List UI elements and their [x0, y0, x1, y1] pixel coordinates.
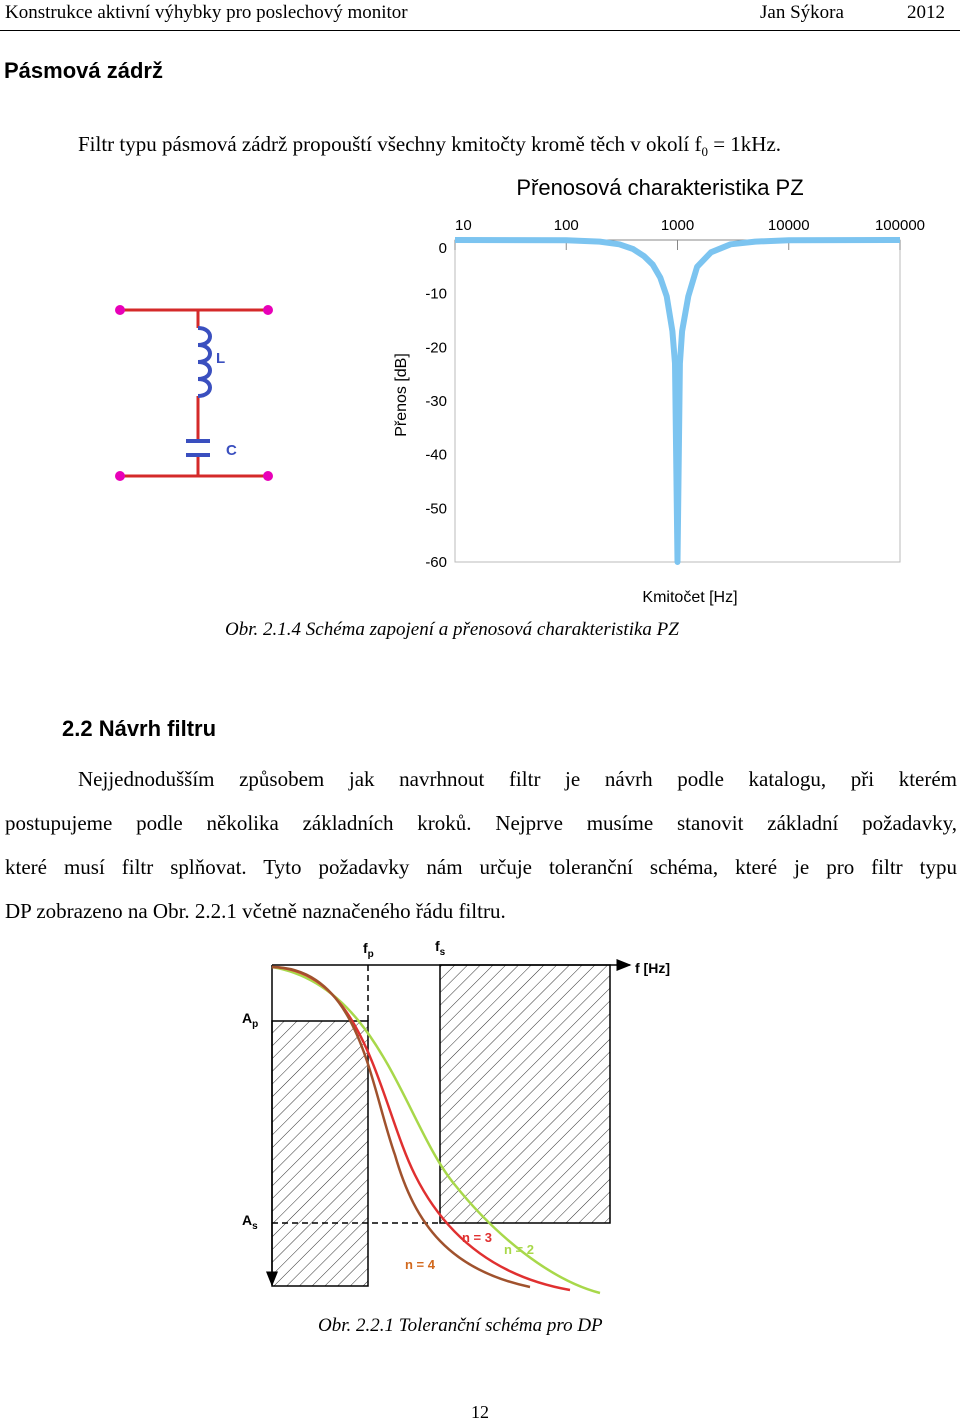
capacitor-icon [186, 441, 210, 455]
chart1-title: Přenosová charakteristika PZ [516, 175, 804, 200]
chart1-series-line [455, 240, 900, 562]
chart1-x-ticks [455, 217, 925, 250]
fs-subscript: s [439, 947, 446, 958]
figure2-caption: Obr. 2.2.1 Toleranční schéma pro DP [318, 1315, 603, 1336]
chart1-y-tick-label: -60 [425, 554, 447, 571]
legend-n2: n = 2 [504, 1242, 534, 1257]
chart1-x-axis-label: Kmitočet [Hz] [642, 589, 738, 606]
ap-label [242, 1010, 258, 1030]
header-year: 2012 [907, 2, 945, 23]
chart1-x-tick-label: 100000 [874, 217, 926, 234]
terminal-icon [263, 471, 273, 481]
transfer-characteristic-chart [380, 170, 926, 610]
schematic-wires [120, 310, 268, 476]
terminal-icon [115, 305, 125, 315]
section-heading-pasmova-zadrz: Pásmová zádrž [4, 58, 163, 83]
chart1-x-tick-label: 10000 [767, 217, 810, 234]
header-author: Jan Sýkora [760, 2, 844, 23]
fs-letter: f [435, 938, 440, 954]
chart1-y-tick-label: -30 [425, 393, 447, 410]
intro-paragraph [78, 132, 781, 160]
fs-label [435, 938, 446, 958]
chart1-x-tick-label: 100 [553, 217, 579, 234]
terminal-icon [263, 305, 273, 315]
ap-letter: A [242, 1010, 253, 1026]
passband-hatched-region [272, 1021, 368, 1286]
capacitor-label: C [226, 442, 237, 459]
as-label [242, 1212, 258, 1232]
paragraph-line-2: postupujeme podle několika základních kroků. Nejprve musíme stanovit základní požadavky, [5, 811, 957, 835]
chart1-y-tick-label: -40 [425, 446, 447, 464]
paragraph-line-1: Nejjednodušším způsobem jak navrhnout filtr je návrh podle katalogu, při kterém [78, 767, 957, 791]
chart1-x-tick-label: 1000 [660, 217, 695, 234]
inductor-label: L [216, 350, 226, 367]
stopband-hatched-region [440, 965, 610, 1223]
intro-text: Filtr typu pásmová zádrž propouští všechny kmitočty kromě těch v okolí f [78, 132, 702, 156]
lc-schematic [110, 300, 290, 490]
chart1-y-ticks [425, 240, 447, 571]
chart1-x-tick-label: 10 [455, 217, 472, 234]
paragraph-line-4: DP zobrazeno na Obr. 2.2.1 včetně naznačeného řádu filtru. [5, 899, 506, 923]
paragraph-line-3: které musí filtr splňovat. Tyto požadavky nám určuje toleranční schéma, které je pro filtr typu [5, 855, 957, 879]
legend-n3: n = 3 [462, 1230, 492, 1245]
header-title: Konstrukce aktivní výhybky pro poslechový monitor [5, 2, 408, 23]
frequency-axis-label: f [Hz] [635, 960, 670, 976]
chart1-y-tick-label: 0 [438, 240, 447, 257]
fp-subscript: p [367, 949, 374, 960]
figure1-caption: Obr. 2.1.4 Schéma zapojení a přenosová charakteristika PZ [225, 619, 679, 640]
as-letter: A [242, 1212, 253, 1228]
fp-label [363, 940, 374, 960]
chart1-y-tick-label: -20 [425, 339, 447, 357]
terminal-icon [115, 471, 125, 481]
tolerance-scheme-diagram [230, 935, 690, 1310]
inductor-icon [198, 328, 210, 396]
page-number: 12 [471, 1402, 489, 1422]
fp-letter: f [363, 940, 368, 956]
chart1-y-tick-label: -10 [425, 285, 447, 303]
as-subscript: s [252, 1221, 258, 1232]
ap-subscript: p [252, 1019, 259, 1030]
intro-subscript: 0 [701, 144, 708, 160]
section-heading-navrh-filtru: 2.2 Návrh filtru [62, 716, 217, 741]
legend-n4: n = 4 [405, 1257, 435, 1272]
intro-suffix: = 1kHz. [707, 132, 782, 156]
chart1-y-axis-label: Přenos [dB] [393, 353, 410, 437]
chart1-y-tick-label: -50 [425, 500, 447, 518]
